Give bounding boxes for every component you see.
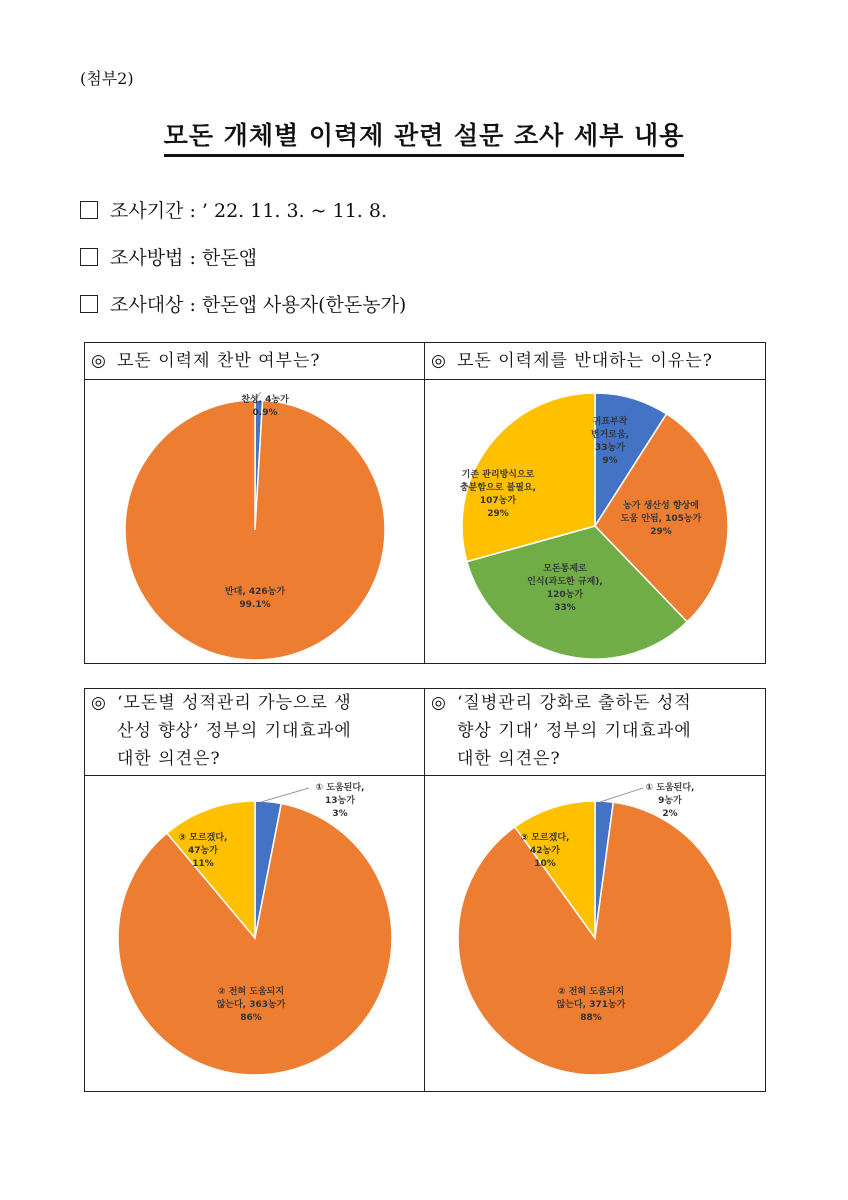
- pie-chart-approval: [85, 380, 424, 663]
- pie-chart-disease-effect: [425, 776, 764, 1091]
- question-3: ◎ ‘모돈별 성적관리 가능으로 생 산성 향상’ 정부의 기대효과에 대한 의견은?: [91, 693, 352, 769]
- question-1: ◎ 모돈 이력제 찬반 여부는?: [91, 351, 321, 371]
- question-2: ◎ 모돈 이력제를 반대하는 이유는?: [431, 351, 713, 371]
- slice-data-label: ② 전혀 도움되지 않는다, 371농가 88%: [556, 987, 626, 1023]
- slice-data-label: ① 도움된다, 9농가 2%: [645, 783, 695, 819]
- checkbox-square-icon: [80, 201, 98, 219]
- leader-line: [261, 788, 309, 802]
- checkbox-square-icon: [80, 295, 98, 313]
- slice-data-label: ② 전혀 도움되지 않는다, 363농가 86%: [216, 987, 286, 1023]
- page-title: 모돈 개체별 이력제 관련 설문 조사 세부 내용: [0, 116, 848, 152]
- checkbox-square-icon: [80, 248, 98, 266]
- pie-chart-productivity-effect: [85, 776, 424, 1091]
- pie-slice: [125, 400, 385, 660]
- info-period: 조사기간 : ’ 22. 11. 3. ~ 11. 8.: [80, 196, 387, 223]
- leader-line: [600, 788, 643, 802]
- info-method: 조사방법 : 한돈앱: [80, 243, 257, 270]
- slice-data-label: 기존 관리방식으로 충분함으로 불필요, 107농가 29%: [459, 470, 537, 519]
- slice-data-label: 귀표부착 번거로움, 33농가 9%: [590, 417, 630, 466]
- attachment-label: (첨부2): [80, 69, 134, 88]
- question-4: ◎ ‘질병관리 강화로 출하돈 성적 향상 기대’ 정부의 기대효과에 대한 의견은?: [431, 693, 692, 769]
- slice-data-label: ③ 모르겠다, 42농가 10%: [520, 833, 570, 869]
- info-target: 조사대상 : 한돈앱 사용자(한돈농가): [80, 290, 406, 317]
- pie-chart-opposition-reasons: [425, 380, 764, 663]
- slice-data-label: 농가 생산성 향상에 도움 안됨, 105농가 29%: [620, 501, 702, 537]
- slice-data-label: ① 도움된다, 13농가 3%: [315, 783, 365, 819]
- slice-data-label: 찬성, 4농가 0.9%: [241, 395, 289, 418]
- survey-table-top: [84, 342, 766, 664]
- slice-data-label: 반대, 426농가 99.1%: [224, 587, 286, 610]
- survey-table-bottom: [84, 688, 766, 1092]
- slice-data-label: ③ 모르겠다, 47농가 11%: [178, 833, 228, 869]
- slice-data-label: 모돈통제로 인식(과도한 규제), 120농가 33%: [527, 564, 603, 613]
